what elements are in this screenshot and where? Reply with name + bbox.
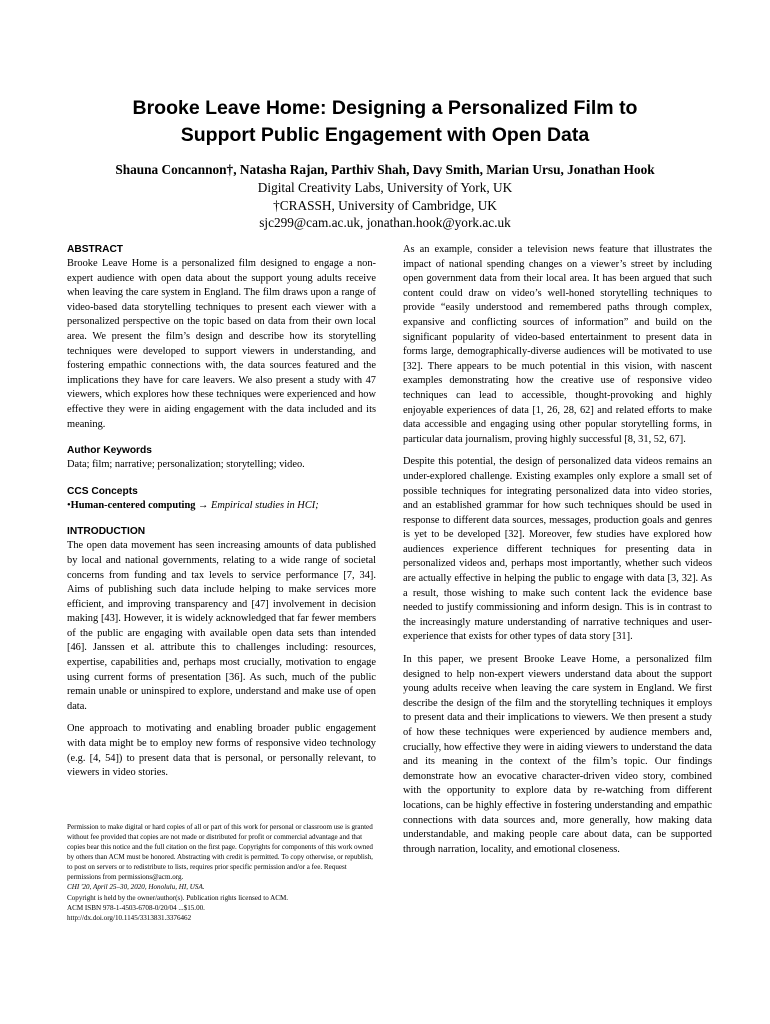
- right-column: [403, 243, 712, 857]
- right-paragraph-3: In this paper, we present Brooke Leave Home, a personalized film designed to help non-expert viewers understand data about the support young adults receive when leaving the care system in England. We first describe the design of the film and the storytelling techniques it employs to present data and their implications to viewers. We then present a study of how these techniques were experienced by audience members and, crucially, how effective they were in aiding viewers to understand the data and its meaning in the context of the film’s topic. Our findings demonstrate how an evocative character-driven video story, combined with the opportunity to explore data by re-watching from different locations, can be highly effective in fostering understanding and empathic connections with data sources and, more generally, how making data understandable, and making people care about data, can be supported through narration, locality, and emotional closeness.: [403, 654, 713, 855]
- ccs-heading: CCS Concepts: [67, 485, 138, 497]
- copyright-notice: Copyright is held by the owner/author(s). Publication rights licensed to ACM.: [67, 894, 289, 902]
- ccs-arrow: →: [195, 499, 212, 511]
- doi-link[interactable]: http://dx.doi.org/10.1145/3313831.3376462: [67, 914, 192, 922]
- title-line-1: Brooke Leave Home: Designing a Personalized Film to: [132, 97, 638, 119]
- right-paragraph-1: As an example, consider a television news feature that illustrates the impact of national spending changes on a viewer’s street by including open government data from their local area. It has been argued that such content could draw on video’s well-honed storytelling techniques to provide “easily understood and remembered paths through complex, expansive and conflicting sources of information” and build on the significant popularity of video-based entertainment to present data in forms large, demographically-diverse audiences will be motivated to use [32]. There appears to be much potential in this vision, with nascent examples demonstrating how the creative use of responsive video techniques can lead to accessible, thought-provoking and highly enjoyable experiences of data [1, 26, 28, 62] and related efforts to make data accessible and engaging using other popular storytelling forms, in particular data journalism, proving highly successful [8, 31, 52, 67].: [403, 244, 712, 445]
- keywords-heading: Author Keywords: [67, 445, 152, 457]
- ccs-subcategory: Empirical studies in HCI;: [211, 499, 319, 511]
- abstract-text: Brooke Leave Home is a personalized film designed to engage a non-expert audience with open data about the support young adults receive when leaving the care system in England. The film draws upon a range of video-based data storytelling techniques to present each viewer with a personalized perspective on the topic based on data from their own local area. We present the film’s design and describe how its storytelling techniques were developed to support viewers in understanding, and fostering empathic connections with, the data sources featured and the implications they have for care leavers. We also present a study with 47 viewers, which explores how these techniques were experienced and how effective they were in aiding engagement with the data included and its meaning.: [67, 258, 376, 430]
- keywords-text: Data; film; narrative; personalization; storytelling; video.: [67, 459, 305, 471]
- left-column: [67, 243, 376, 781]
- author-emails: sjc299@cam.ac.uk, jonathan.hook@york.ac.uk: [259, 215, 511, 230]
- ccs-category: Human-centered computing: [70, 499, 196, 511]
- title-line-2: Support Public Engagement with Open Data: [180, 124, 590, 146]
- affiliation-york: Digital Creativity Labs, University of York, UK: [257, 180, 513, 195]
- abstract-heading: ABSTRACT: [67, 244, 124, 255]
- ccs-bullet: •: [67, 499, 71, 511]
- affiliation-cambridge: †CRASSH, University of Cambridge, UK: [273, 197, 497, 213]
- permission-text: Permission to make digital or hard copies of all or part of this work for personal or classroom use is granted without fee provided that copies are not made or distributed for profit or commercial advantage and that copies bear this notice and the full citation on the first page. Copyrights for components of this work owned by others than ACM must be honored. Abstracting with credit is permitted. To copy otherwise, or republish, to post on servers or to redistribute to lists, requires prior specific permission and/or a fee. Request permissions from permissions@acm.org.: [67, 823, 373, 881]
- isbn-line: ACM ISBN 978-1-4503-6708-0/20/04 ...$15.00.: [67, 904, 205, 912]
- right-paragraph-2: Despite this potential, the design of personalized data videos remains an under-explored challenge. Existing examples only explore a small set of possible techniques for integrating personalized data into video stories, and an established grammar for how such techniques should be used in response to different data sources, messages, production goals and genres is yet to be developed [32]. Moreover, few studies have explored how audiences experience different techniques for presenting data in personalized videos and, perhaps most importantly, whether such videos are actually effective in helping the public to engage with data [3, 32]. As a result, those wishing to make such content lack the evidence base needed to justify commissioning and inform design. This is in contrast to the increasingly mature understanding of narrative techniques and user-experience that exists for other types of data story [31].: [403, 456, 712, 643]
- affiliations: [40, 179, 730, 232]
- paper-title: [60, 95, 710, 149]
- author-list: Shauna Concannon†, Natasha Rajan, Parthiv Shah, Davy Smith, Marian Ursu, Jonathan Hook: [115, 162, 655, 177]
- intro-paragraph-2: One approach to motivating and enabling broader public engagement with data might be to employ new forms of responsive video technology (e.g. [4, 54]) to present data that is personal, or personally relevant, to viewers in video stories.: [67, 723, 376, 779]
- introduction-heading: INTRODUCTION: [67, 526, 146, 538]
- ccs-concept: [67, 499, 376, 514]
- intro-paragraph-1: The open data movement has seen increasing amounts of data published by local and national governments, relating to a wide range of societal concerns from funding and tax levels to service performance [7, 34]. Aims of publishing such data include helping to make services more efficient, and improving transparency and [47] involvement in decision making [43]. However, it is widely acknowledged that far fewer members of the public are engaging with available open data sets than intended [46]. Janssen et al. attribute this to challenges including: resources, expertise, capabilities and, perhaps most crucially, motivation to engage using current forms of presentation [36]. As such, much of the public remain unable or uninspired to explore, understand and make use of open data.: [67, 540, 376, 712]
- permission-block: [67, 822, 376, 923]
- conference-venue: CHI '20, April 25–30, 2020, Honolulu, HI, USA.: [67, 883, 205, 891]
